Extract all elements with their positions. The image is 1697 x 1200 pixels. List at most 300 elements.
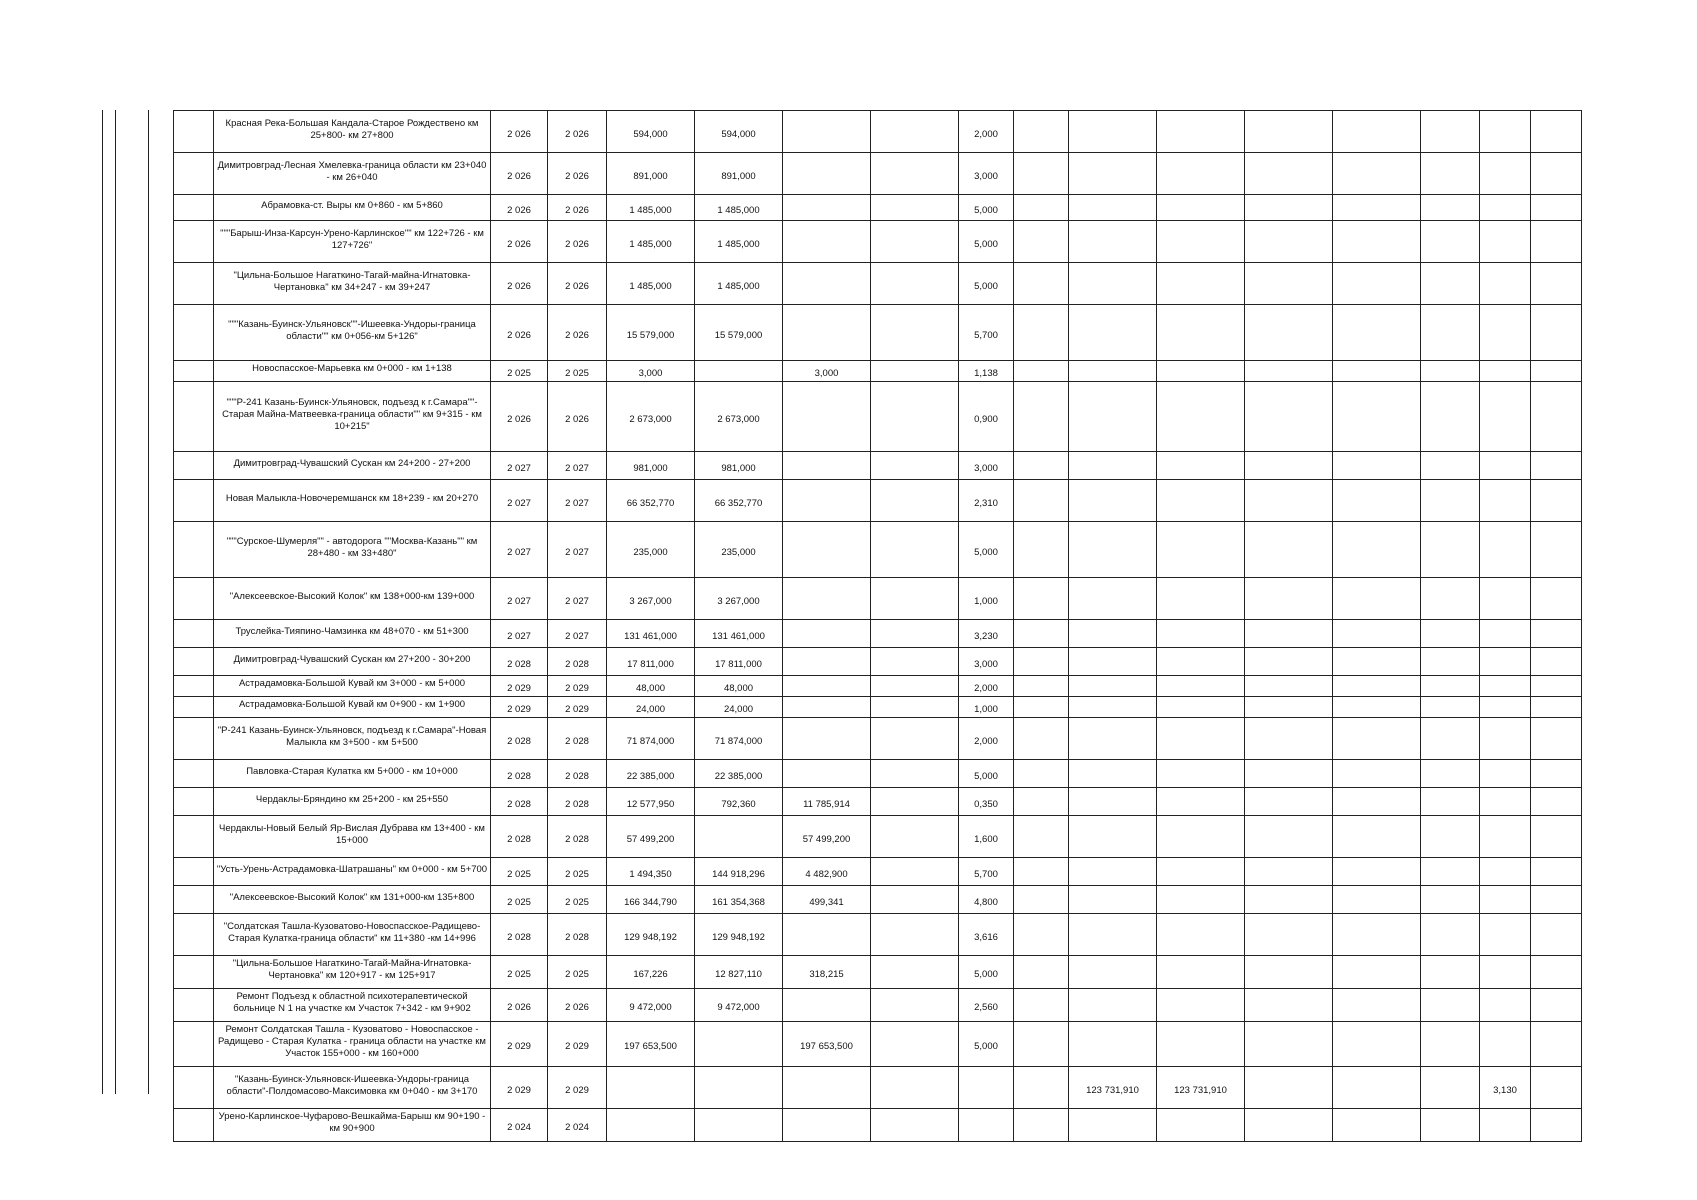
value-cell-c6	[871, 480, 959, 522]
value-cell-c3	[607, 1067, 695, 1109]
value-cell-c15	[1531, 760, 1582, 788]
value-cell-c12	[1333, 816, 1421, 858]
value-cell-c6	[871, 989, 959, 1022]
value-cell-c6	[871, 153, 959, 195]
value-cell-c9	[1069, 718, 1157, 760]
value-cell-c9	[1069, 676, 1157, 697]
row-index-cell	[174, 858, 214, 886]
value-cell-c14	[1480, 886, 1531, 914]
value-cell-y1: 2 026	[491, 305, 548, 361]
value-cell-c15	[1531, 1109, 1582, 1142]
value-cell-c11	[1245, 989, 1333, 1022]
value-cell-c11	[1245, 522, 1333, 578]
value-cell-c3: 235,000	[607, 522, 695, 578]
row-index-cell	[174, 522, 214, 578]
value-cell-c4: 2 673,000	[695, 382, 783, 452]
value-cell-c12	[1333, 382, 1421, 452]
value-cell-c11	[1245, 816, 1333, 858]
value-cell-c12	[1333, 153, 1421, 195]
value-cell-c3: 57 499,200	[607, 816, 695, 858]
left-margin-line-1	[102, 110, 103, 1094]
value-cell-c10	[1157, 989, 1245, 1022]
value-cell-c9	[1069, 382, 1157, 452]
value-cell-c12	[1333, 1022, 1421, 1067]
road-name-cell: Астрадамовка-Большой Кувай км 0+900 - км 1+900	[214, 697, 491, 718]
value-cell-c12	[1333, 1067, 1421, 1109]
row-index-cell	[174, 648, 214, 676]
value-cell-c3: 981,000	[607, 452, 695, 480]
road-name-cell: Новая Малыкла-Новочеремшанск км 18+239 - км 20+270	[214, 480, 491, 522]
value-cell-c15	[1531, 956, 1582, 989]
value-cell-c13	[1421, 760, 1480, 788]
value-cell-c5	[783, 1109, 871, 1142]
value-cell-c14	[1480, 956, 1531, 989]
road-name-cell: Новоспасское-Марьевка км 0+000 - км 1+138	[214, 361, 491, 382]
row-index-cell	[174, 697, 214, 718]
value-cell-c15	[1531, 858, 1582, 886]
value-cell-c7: 3,000	[959, 648, 1014, 676]
value-cell-y2: 2 026	[548, 221, 607, 263]
value-cell-c8	[1014, 452, 1069, 480]
value-cell-c4: 144 918,296	[695, 858, 783, 886]
row-index-cell	[174, 989, 214, 1022]
value-cell-y2: 2 025	[548, 361, 607, 382]
value-cell-c8	[1014, 718, 1069, 760]
value-cell-c7: 2,310	[959, 480, 1014, 522]
value-cell-c5: 11 785,914	[783, 788, 871, 816]
value-cell-c4: 1 485,000	[695, 195, 783, 221]
value-cell-y1: 2 026	[491, 382, 548, 452]
road-name-cell: Чердаклы-Новый Белый Яр-Вислая Дубрава км 13+400 - км 15+000	[214, 816, 491, 858]
value-cell-c11	[1245, 648, 1333, 676]
value-cell-c13	[1421, 676, 1480, 697]
value-cell-c14	[1480, 263, 1531, 305]
value-cell-y2: 2 028	[548, 788, 607, 816]
value-cell-c15	[1531, 788, 1582, 816]
row-index-cell	[174, 914, 214, 956]
value-cell-c4: 129 948,192	[695, 914, 783, 956]
value-cell-c9	[1069, 816, 1157, 858]
value-cell-c7: 1,000	[959, 578, 1014, 620]
road-name-cell: """Сурское-Шумерля"" - автодорога ""Москва-Казань"" км 28+480 - км 33+480"	[214, 522, 491, 578]
value-cell-c13	[1421, 578, 1480, 620]
value-cell-c15	[1531, 111, 1582, 153]
value-cell-c15	[1531, 361, 1582, 382]
value-cell-c14	[1480, 153, 1531, 195]
value-cell-c10: 123 731,910	[1157, 1067, 1245, 1109]
road-name-cell: "Цильна-Большое Нагаткино-Тагай-Майна-Игнатовка-Чертановка" км 120+917 - км 125+917	[214, 956, 491, 989]
value-cell-c5	[783, 1067, 871, 1109]
value-cell-c12	[1333, 648, 1421, 676]
value-cell-c7: 2,000	[959, 718, 1014, 760]
value-cell-c13	[1421, 1022, 1480, 1067]
road-name-cell: "Цильна-Большое Нагаткино-Тагай-майна-Игнатовка-Чертановка" км 34+247 - км 39+247	[214, 263, 491, 305]
value-cell-c15	[1531, 221, 1582, 263]
value-cell-c13	[1421, 382, 1480, 452]
value-cell-c15	[1531, 305, 1582, 361]
value-cell-c5	[783, 676, 871, 697]
value-cell-c12	[1333, 361, 1421, 382]
value-cell-c8	[1014, 522, 1069, 578]
value-cell-c4: 12 827,110	[695, 956, 783, 989]
value-cell-c14	[1480, 522, 1531, 578]
value-cell-y1: 2 026	[491, 195, 548, 221]
value-cell-c15	[1531, 522, 1582, 578]
value-cell-c8	[1014, 816, 1069, 858]
value-cell-c13	[1421, 263, 1480, 305]
value-cell-c4: 891,000	[695, 153, 783, 195]
value-cell-c13	[1421, 452, 1480, 480]
table-row	[174, 263, 1582, 305]
value-cell-c3	[607, 1109, 695, 1142]
value-cell-c9	[1069, 195, 1157, 221]
row-index-cell	[174, 886, 214, 914]
value-cell-y1: 2 024	[491, 1109, 548, 1142]
value-cell-c8	[1014, 1067, 1069, 1109]
value-cell-c8	[1014, 221, 1069, 263]
value-cell-c6	[871, 816, 959, 858]
value-cell-c5	[783, 452, 871, 480]
value-cell-c12	[1333, 221, 1421, 263]
table-row	[174, 305, 1582, 361]
value-cell-y1: 2 028	[491, 788, 548, 816]
value-cell-c7: 3,616	[959, 914, 1014, 956]
value-cell-c10	[1157, 263, 1245, 305]
value-cell-c9	[1069, 305, 1157, 361]
value-cell-c5	[783, 648, 871, 676]
value-cell-c7: 5,000	[959, 956, 1014, 989]
value-cell-c15	[1531, 676, 1582, 697]
value-cell-c10	[1157, 914, 1245, 956]
value-cell-c9	[1069, 263, 1157, 305]
value-cell-y1: 2 029	[491, 1067, 548, 1109]
value-cell-c13	[1421, 620, 1480, 648]
value-cell-c6	[871, 718, 959, 760]
value-cell-c9	[1069, 956, 1157, 989]
value-cell-c7: 5,000	[959, 1022, 1014, 1067]
value-cell-c12	[1333, 788, 1421, 816]
value-cell-c7: 5,000	[959, 760, 1014, 788]
value-cell-c5	[783, 914, 871, 956]
value-cell-c13	[1421, 718, 1480, 760]
row-index-cell	[174, 221, 214, 263]
value-cell-c3: 12 577,950	[607, 788, 695, 816]
value-cell-c8	[1014, 858, 1069, 886]
value-cell-y2: 2 028	[548, 816, 607, 858]
value-cell-c13	[1421, 111, 1480, 153]
road-name-cell: Астрадамовка-Большой Кувай км 3+000 - км 5+000	[214, 676, 491, 697]
value-cell-c10	[1157, 382, 1245, 452]
value-cell-c10	[1157, 1109, 1245, 1142]
value-cell-c3: 1 485,000	[607, 221, 695, 263]
value-cell-y2: 2 026	[548, 111, 607, 153]
value-cell-c15	[1531, 1022, 1582, 1067]
value-cell-c9	[1069, 361, 1157, 382]
value-cell-c9	[1069, 578, 1157, 620]
table-row	[174, 886, 1582, 914]
value-cell-c10	[1157, 522, 1245, 578]
value-cell-c14	[1480, 305, 1531, 361]
value-cell-c14	[1480, 648, 1531, 676]
value-cell-c10	[1157, 1022, 1245, 1067]
value-cell-c10	[1157, 480, 1245, 522]
value-cell-c4: 66 352,770	[695, 480, 783, 522]
value-cell-c10	[1157, 788, 1245, 816]
value-cell-c6	[871, 956, 959, 989]
value-cell-c8	[1014, 578, 1069, 620]
value-cell-y2: 2 028	[548, 648, 607, 676]
value-cell-y1: 2 029	[491, 676, 548, 697]
value-cell-c6	[871, 111, 959, 153]
value-cell-c3: 3,000	[607, 361, 695, 382]
road-name-cell: Абрамовка-ст. Выры км 0+860 - км 5+860	[214, 195, 491, 221]
table-row	[174, 361, 1582, 382]
value-cell-c6	[871, 788, 959, 816]
value-cell-c3: 71 874,000	[607, 718, 695, 760]
value-cell-c12	[1333, 858, 1421, 886]
value-cell-c11	[1245, 578, 1333, 620]
value-cell-c15	[1531, 816, 1582, 858]
road-name-cell: Ремонт Подъезд к областной психотерапевтической больнице N 1 на участке км Участок 7+342 - км 9+902	[214, 989, 491, 1022]
value-cell-c3: 3 267,000	[607, 578, 695, 620]
road-name-cell: Красная Река-Большая Кандала-Старое Рождествено км 25+800- км 27+800	[214, 111, 491, 153]
value-cell-c12	[1333, 452, 1421, 480]
value-cell-c13	[1421, 480, 1480, 522]
row-index-cell	[174, 382, 214, 452]
value-cell-y2: 2 028	[548, 718, 607, 760]
value-cell-c4: 594,000	[695, 111, 783, 153]
row-index-cell	[174, 1109, 214, 1142]
value-cell-c5	[783, 221, 871, 263]
value-cell-c4: 3 267,000	[695, 578, 783, 620]
value-cell-c14	[1480, 788, 1531, 816]
value-cell-c11	[1245, 452, 1333, 480]
value-cell-c5: 318,215	[783, 956, 871, 989]
table-row	[174, 578, 1582, 620]
value-cell-c11	[1245, 788, 1333, 816]
value-cell-c9	[1069, 480, 1157, 522]
value-cell-c9	[1069, 858, 1157, 886]
value-cell-c6	[871, 697, 959, 718]
row-index-cell	[174, 1067, 214, 1109]
value-cell-c11	[1245, 914, 1333, 956]
value-cell-c3: 66 352,770	[607, 480, 695, 522]
value-cell-c11	[1245, 480, 1333, 522]
value-cell-c5	[783, 578, 871, 620]
table-row	[174, 697, 1582, 718]
value-cell-c4	[695, 1109, 783, 1142]
value-cell-c15	[1531, 718, 1582, 760]
value-cell-c10	[1157, 578, 1245, 620]
value-cell-c10	[1157, 760, 1245, 788]
value-cell-c10	[1157, 718, 1245, 760]
value-cell-c8	[1014, 914, 1069, 956]
row-index-cell	[174, 620, 214, 648]
value-cell-y2: 2 029	[548, 676, 607, 697]
value-cell-c6	[871, 760, 959, 788]
value-cell-c11	[1245, 620, 1333, 648]
value-cell-c15	[1531, 480, 1582, 522]
value-cell-c4	[695, 816, 783, 858]
value-cell-c12	[1333, 697, 1421, 718]
value-cell-c9	[1069, 697, 1157, 718]
value-cell-c14	[1480, 760, 1531, 788]
value-cell-c8	[1014, 263, 1069, 305]
value-cell-c14	[1480, 676, 1531, 697]
table-row	[174, 221, 1582, 263]
value-cell-c11	[1245, 263, 1333, 305]
value-cell-c3: 129 948,192	[607, 914, 695, 956]
row-index-cell	[174, 718, 214, 760]
road-name-cell: """Барыш-Инза-Карсун-Урено-Карлинское"" км 122+726 - км 127+726"	[214, 221, 491, 263]
value-cell-c13	[1421, 221, 1480, 263]
value-cell-y2: 2 028	[548, 760, 607, 788]
value-cell-y1: 2 029	[491, 697, 548, 718]
value-cell-c8	[1014, 989, 1069, 1022]
value-cell-c14	[1480, 1022, 1531, 1067]
row-index-cell	[174, 578, 214, 620]
value-cell-c15	[1531, 263, 1582, 305]
value-cell-c7: 0,900	[959, 382, 1014, 452]
row-index-cell	[174, 676, 214, 697]
value-cell-c7: 1,000	[959, 697, 1014, 718]
value-cell-c4: 1 485,000	[695, 221, 783, 263]
row-index-cell	[174, 361, 214, 382]
value-cell-c13	[1421, 1109, 1480, 1142]
value-cell-c12	[1333, 578, 1421, 620]
value-cell-c6	[871, 263, 959, 305]
value-cell-c11	[1245, 1022, 1333, 1067]
value-cell-c11	[1245, 221, 1333, 263]
value-cell-c9	[1069, 522, 1157, 578]
value-cell-c10	[1157, 195, 1245, 221]
value-cell-c11	[1245, 305, 1333, 361]
value-cell-c6	[871, 195, 959, 221]
value-cell-c5: 4 482,900	[783, 858, 871, 886]
value-cell-c8	[1014, 153, 1069, 195]
value-cell-c13	[1421, 522, 1480, 578]
value-cell-c14	[1480, 1109, 1531, 1142]
value-cell-c14	[1480, 480, 1531, 522]
value-cell-y1: 2 028	[491, 760, 548, 788]
value-cell-c13	[1421, 648, 1480, 676]
value-cell-c3: 131 461,000	[607, 620, 695, 648]
value-cell-c12	[1333, 676, 1421, 697]
value-cell-c12	[1333, 480, 1421, 522]
value-cell-c7: 0,350	[959, 788, 1014, 816]
value-cell-c11	[1245, 956, 1333, 989]
value-cell-y1: 2 027	[491, 480, 548, 522]
value-cell-c6	[871, 676, 959, 697]
value-cell-c10	[1157, 620, 1245, 648]
row-index-cell	[174, 111, 214, 153]
value-cell-y1: 2 025	[491, 956, 548, 989]
value-cell-c9	[1069, 788, 1157, 816]
value-cell-c3: 9 472,000	[607, 989, 695, 1022]
row-index-cell	[174, 480, 214, 522]
value-cell-c3: 166 344,790	[607, 886, 695, 914]
value-cell-c3: 1 485,000	[607, 263, 695, 305]
value-cell-c8	[1014, 620, 1069, 648]
value-cell-c6	[871, 914, 959, 956]
value-cell-y1: 2 025	[491, 886, 548, 914]
value-cell-c12	[1333, 305, 1421, 361]
value-cell-c13	[1421, 1067, 1480, 1109]
value-cell-y2: 2 025	[548, 956, 607, 989]
value-cell-c6	[871, 1109, 959, 1142]
road-repair-table	[173, 110, 1582, 1142]
value-cell-c14	[1480, 221, 1531, 263]
value-cell-c9	[1069, 111, 1157, 153]
value-cell-c3: 891,000	[607, 153, 695, 195]
value-cell-c4: 24,000	[695, 697, 783, 718]
value-cell-c11	[1245, 718, 1333, 760]
value-cell-c11	[1245, 760, 1333, 788]
value-cell-c11	[1245, 361, 1333, 382]
value-cell-y2: 2 026	[548, 989, 607, 1022]
value-cell-c11	[1245, 153, 1333, 195]
value-cell-c6	[871, 886, 959, 914]
value-cell-c6	[871, 858, 959, 886]
value-cell-c6	[871, 382, 959, 452]
value-cell-y1: 2 029	[491, 1022, 548, 1067]
value-cell-c10	[1157, 956, 1245, 989]
value-cell-c14	[1480, 697, 1531, 718]
value-cell-c6	[871, 648, 959, 676]
value-cell-c5	[783, 620, 871, 648]
value-cell-c14	[1480, 718, 1531, 760]
value-cell-c8	[1014, 480, 1069, 522]
table-row	[174, 452, 1582, 480]
value-cell-c8	[1014, 886, 1069, 914]
value-cell-c14	[1480, 914, 1531, 956]
row-index-cell	[174, 1022, 214, 1067]
value-cell-c15	[1531, 382, 1582, 452]
value-cell-c15	[1531, 452, 1582, 480]
value-cell-c14	[1480, 858, 1531, 886]
value-cell-c7: 3,230	[959, 620, 1014, 648]
value-cell-c13	[1421, 361, 1480, 382]
value-cell-c5	[783, 697, 871, 718]
value-cell-c5: 499,341	[783, 886, 871, 914]
value-cell-c7: 5,000	[959, 263, 1014, 305]
value-cell-c4: 9 472,000	[695, 989, 783, 1022]
road-name-cell: Димитровград-Чувашский Сускан км 27+200 - 30+200	[214, 648, 491, 676]
road-name-cell: Димитровград-Лесная Хмелевка-граница области км 23+040 - км 26+040	[214, 153, 491, 195]
value-cell-c13	[1421, 195, 1480, 221]
value-cell-c3: 24,000	[607, 697, 695, 718]
value-cell-y1: 2 026	[491, 153, 548, 195]
value-cell-c5	[783, 480, 871, 522]
value-cell-c10	[1157, 305, 1245, 361]
value-cell-c10	[1157, 153, 1245, 195]
row-index-cell	[174, 788, 214, 816]
value-cell-c4: 1 485,000	[695, 263, 783, 305]
value-cell-c6	[871, 305, 959, 361]
value-cell-c15	[1531, 914, 1582, 956]
value-cell-y2: 2 027	[548, 452, 607, 480]
value-cell-c13	[1421, 989, 1480, 1022]
value-cell-c4	[695, 1022, 783, 1067]
value-cell-y1: 2 027	[491, 452, 548, 480]
value-cell-c12	[1333, 760, 1421, 788]
value-cell-c3: 167,226	[607, 956, 695, 989]
value-cell-c8	[1014, 111, 1069, 153]
value-cell-y2: 2 026	[548, 305, 607, 361]
value-cell-y2: 2 029	[548, 697, 607, 718]
value-cell-c7	[959, 1067, 1014, 1109]
value-cell-y1: 2 027	[491, 578, 548, 620]
